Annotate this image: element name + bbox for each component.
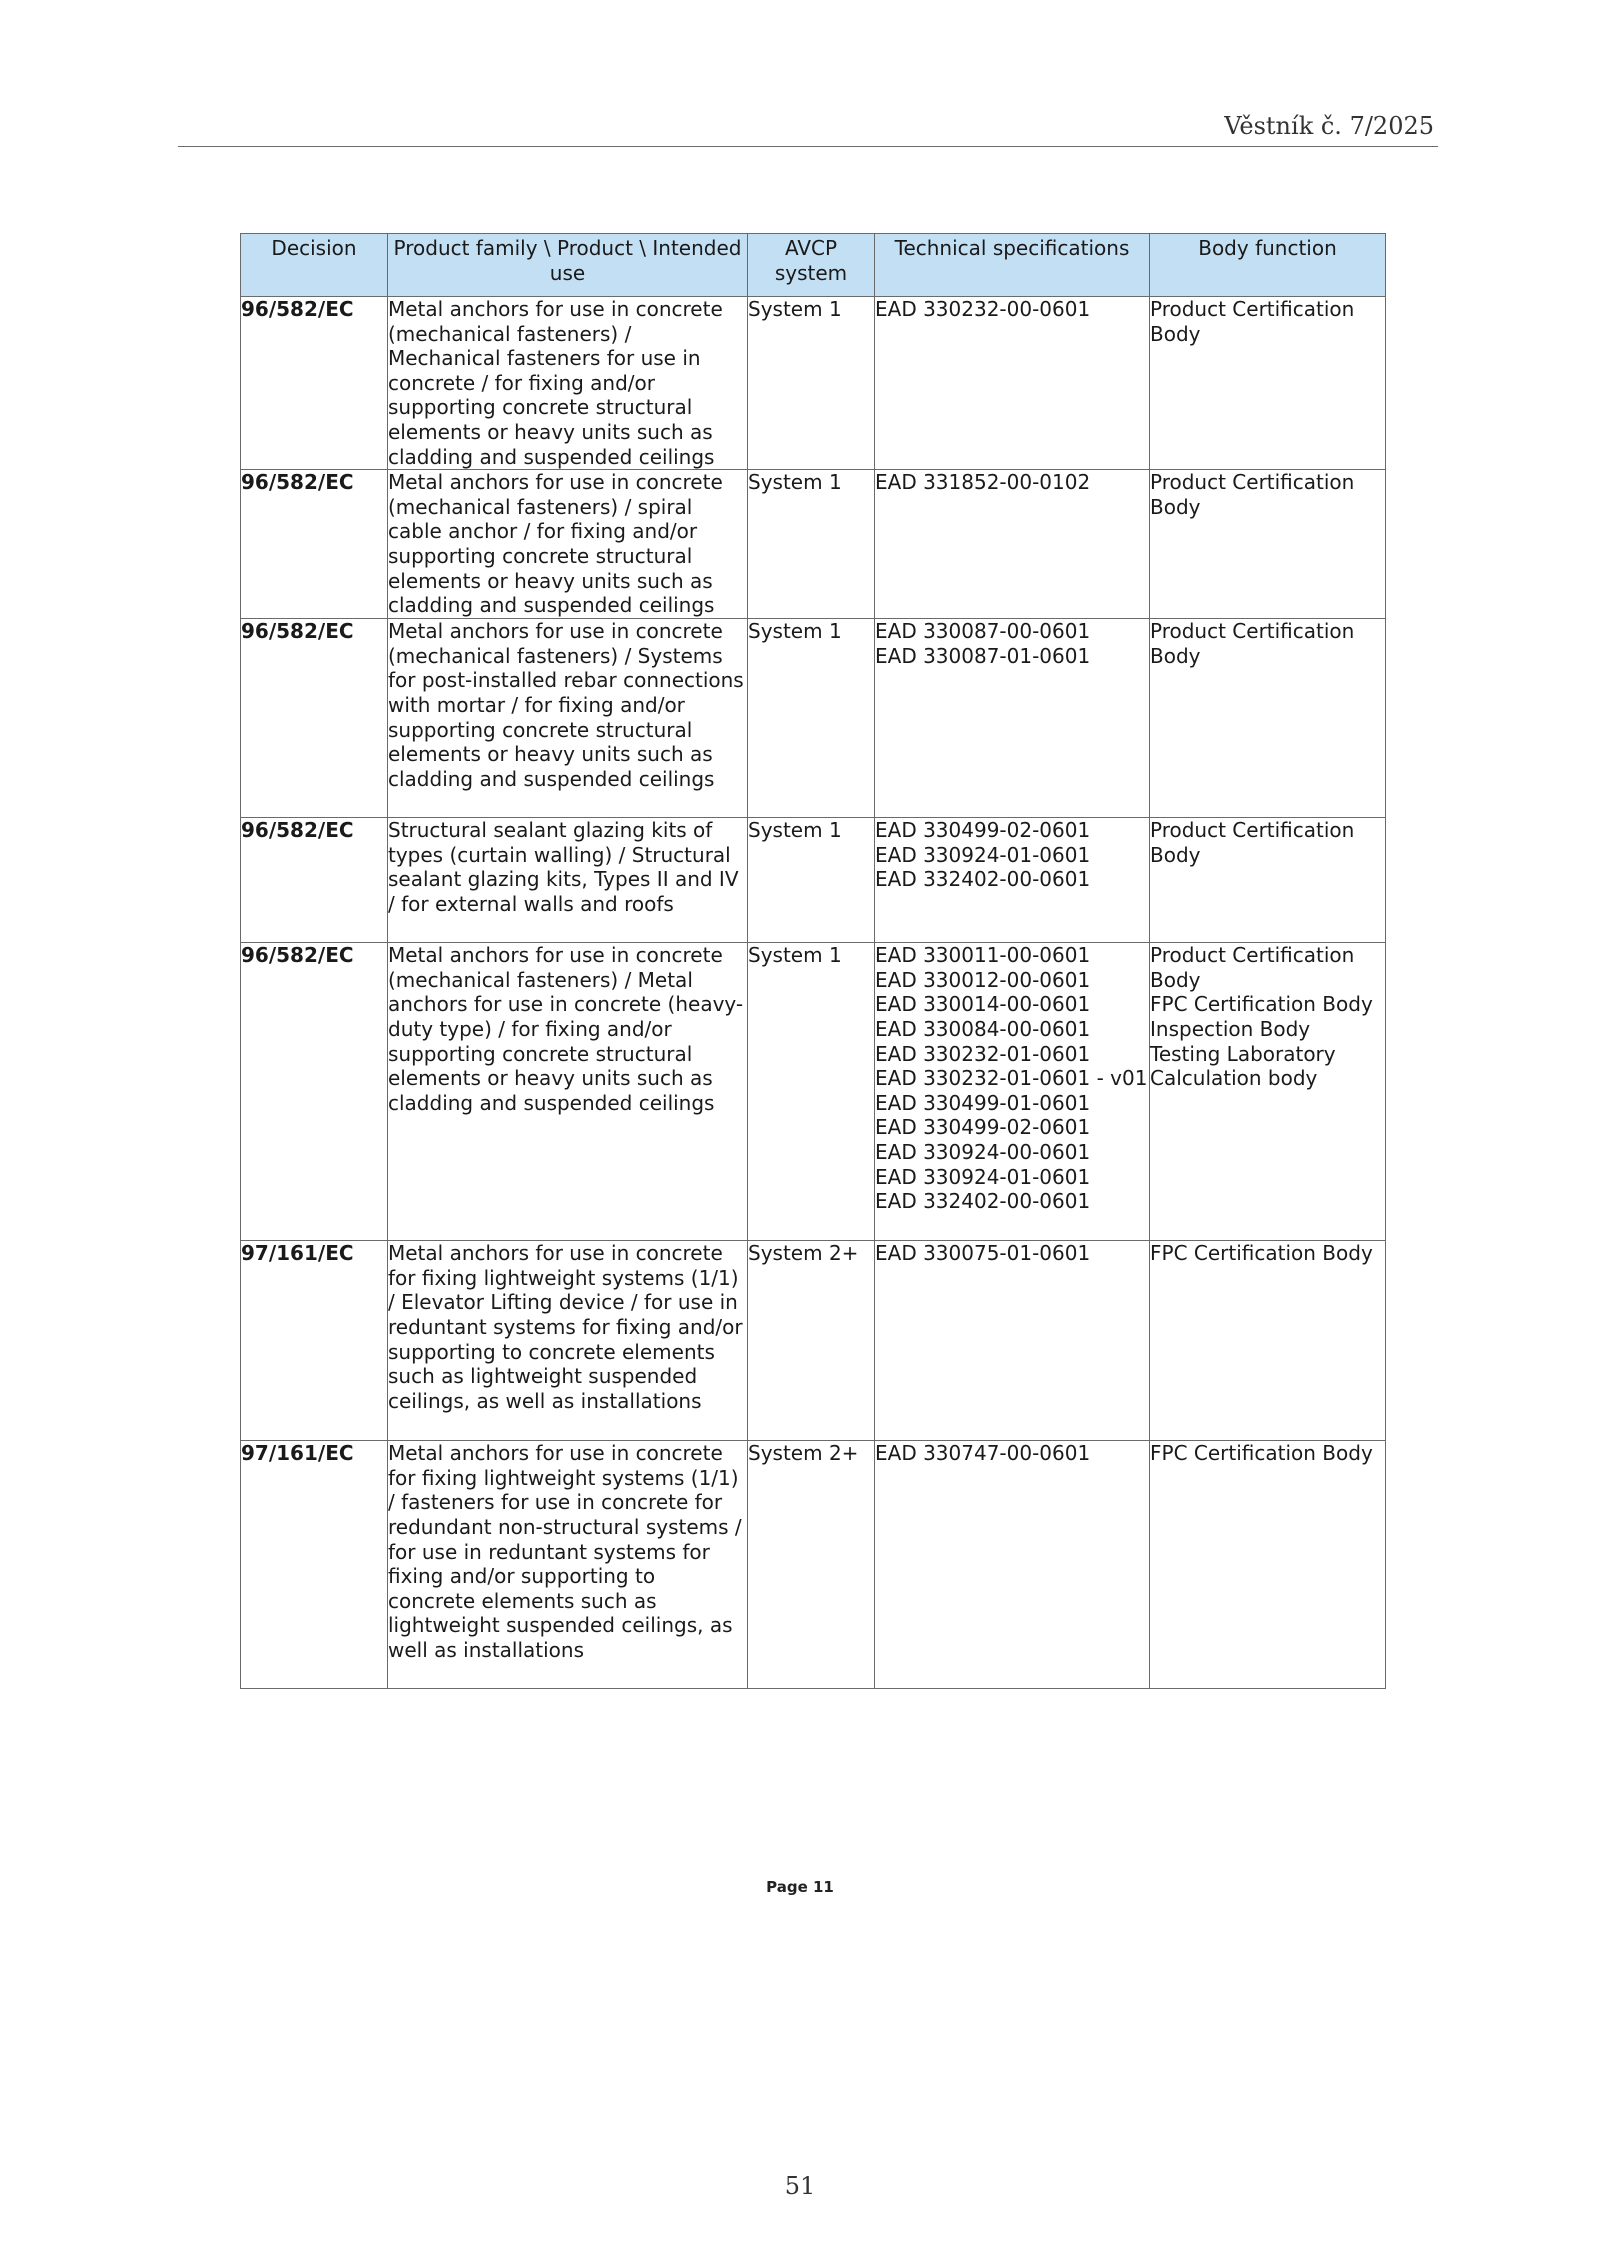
page-header — [178, 110, 1438, 147]
decision-cell: 97/161/EC — [241, 1441, 388, 1689]
decision-cell: 97/161/EC — [241, 1241, 388, 1441]
body-function-cell: Product Certification Body — [1150, 619, 1386, 818]
table-row — [241, 1441, 1386, 1689]
decision-cell: 96/582/EC — [241, 818, 388, 943]
avcp-cell: System 1 — [748, 619, 875, 818]
column-header-decision: Decision — [241, 234, 388, 297]
product-cell: Metal anchors for use in concrete (mechanical fasteners) / spiral cable anchor / for fixing and/or supporting concrete structural elements or heavy units such as cladding and suspended ceilings — [388, 470, 748, 619]
product-cell: Metal anchors for use in concrete (mechanical fasteners) / Metal anchors for use in concrete (heavy-duty type) / for fixing and/or supporting concrete structural elements or heavy units such as cladding and suspended ceilings — [388, 943, 748, 1241]
bulletin-title: Věstník č. 7/2025 — [1224, 112, 1434, 140]
table-row — [241, 619, 1386, 818]
table-row — [241, 1241, 1386, 1441]
body-function-cell: Product Certification Body — [1150, 297, 1386, 470]
avcp-cell: System 2+ — [748, 1441, 875, 1689]
decision-cell: 96/582/EC — [241, 943, 388, 1241]
technical-spec-cell: EAD 331852-00-0102 — [875, 470, 1150, 619]
avcp-cell: System 1 — [748, 943, 875, 1241]
decision-cell: 96/582/EC — [241, 297, 388, 470]
avcp-cell: System 2+ — [748, 1241, 875, 1441]
product-cell: Metal anchors for use in concrete for fixing lightweight systems (1/1) / Elevator Lifting device / for use in reduntant systems for fixing and/or supporting to concrete elements such as lightweight suspended ceilings, as well as installations — [388, 1241, 748, 1441]
product-cell: Metal anchors for use in concrete (mechanical fasteners) / Systems for post-installed rebar connections with mortar / for fixing and/or supporting concrete structural elements or heavy units such as cladding and suspended ceilings — [388, 619, 748, 818]
column-header-body-function: Body function — [1150, 234, 1386, 297]
technical-spec-cell: EAD 330232-00-0601 — [875, 297, 1150, 470]
technical-spec-cell: EAD 330011-00-0601 EAD 330012-00-0601 EAD 330014-00-0601 EAD 330084-00-0601 EAD 330232-01-0601 EAD 330232-01-0601 - v01 EAD 330499-01-0601 EAD 330499-02-0601 EAD 330924-00-0601 EAD 330924-01-0601 EAD 332402-00-0601 — [875, 943, 1150, 1241]
product-cell: Structural sealant glazing kits of types (curtain walling) / Structural sealant glazing kits, Types II and IV / for external walls and roofs — [388, 818, 748, 943]
decision-cell: 96/582/EC — [241, 470, 388, 619]
product-cell: Metal anchors for use in concrete (mechanical fasteners) / Mechanical fasteners for use in concrete / for fixing and/or supporting concrete structural elements or heavy units such as cladding and suspended ceilings — [388, 297, 748, 470]
table-row — [241, 470, 1386, 619]
technical-spec-cell: EAD 330087-00-0601 EAD 330087-01-0601 — [875, 619, 1150, 818]
decision-cell: 96/582/EC — [241, 619, 388, 818]
technical-spec-cell: EAD 330075-01-0601 — [875, 1241, 1150, 1441]
table-row — [241, 297, 1386, 470]
table-row — [241, 818, 1386, 943]
body-function-cell: Product Certification Body — [1150, 818, 1386, 943]
body-function-cell: FPC Certification Body — [1150, 1441, 1386, 1689]
body-function-cell: FPC Certification Body — [1150, 1241, 1386, 1441]
table-row — [241, 943, 1386, 1241]
technical-spec-cell: EAD 330747-00-0601 — [875, 1441, 1150, 1689]
column-header-avcp: AVCP system — [748, 234, 875, 297]
table-header-row — [241, 234, 1386, 297]
column-header-product: Product family \ Product \ Intended use — [388, 234, 748, 297]
body-function-cell: Product Certification Body — [1150, 470, 1386, 619]
page-number: 51 — [784, 2172, 816, 2200]
page-label: Page 11 — [766, 1878, 834, 1896]
column-header-technical-specifications: Technical specifications — [875, 234, 1150, 297]
avcp-cell: System 1 — [748, 818, 875, 943]
technical-spec-cell: EAD 330499-02-0601 EAD 330924-01-0601 EAD 332402-00-0601 — [875, 818, 1150, 943]
avcp-cell: System 1 — [748, 470, 875, 619]
body-function-cell: Product Certification Body FPC Certification Body Inspection Body Testing Laboratory Calculation body — [1150, 943, 1386, 1241]
specifications-table — [240, 233, 1386, 1689]
product-cell: Metal anchors for use in concrete for fixing lightweight systems (1/1) / fasteners for use in concrete for redundant non-structural systems / for use in reduntant systems for fixing and/or supporting to concrete elements such as lightweight suspended ceilings, as well as installations — [388, 1441, 748, 1689]
avcp-cell: System 1 — [748, 297, 875, 470]
